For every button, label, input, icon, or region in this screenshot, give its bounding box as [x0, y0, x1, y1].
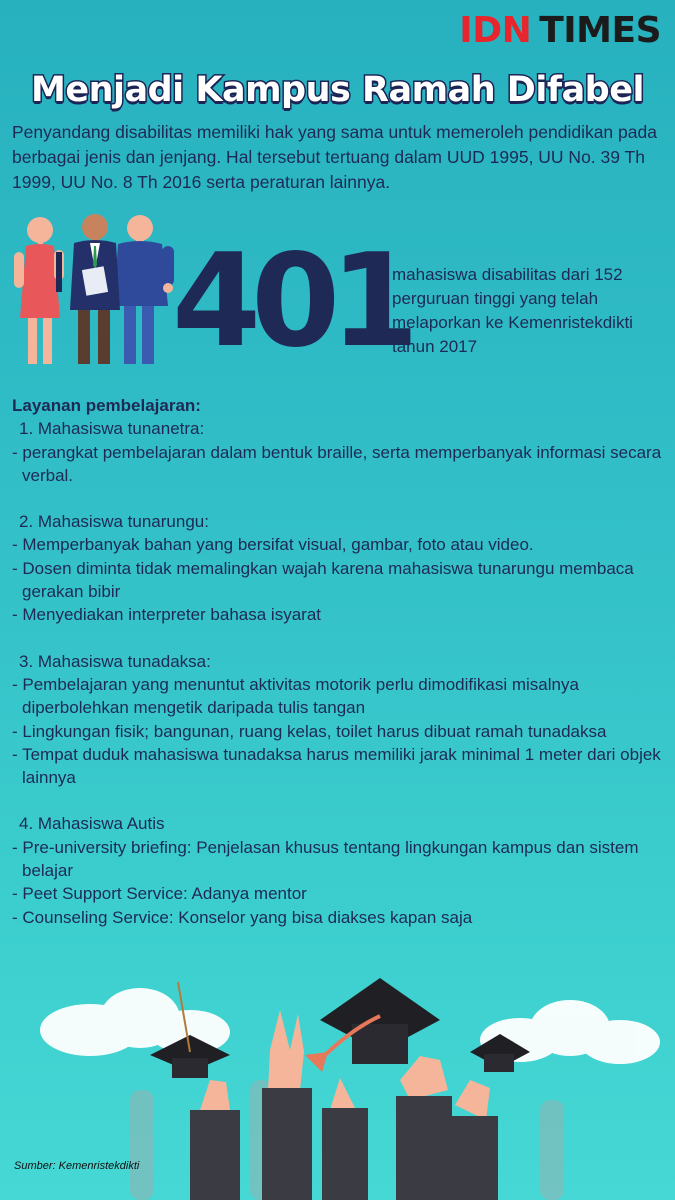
list-item: - Pre-university briefing: Penjelasan khusus tentang lingkungan kampus dan sistem belajar [12, 837, 639, 881]
students-illustration [10, 210, 180, 370]
list-item: - perangkat pembelajaran dalam bentuk braille, serta memperbanyak informasi secara verbal. [12, 442, 662, 485]
list-item: - Lingkungan fisik; bangunan, ruang kelas, toilet harus dibuat ramah tunadaksa [12, 721, 607, 741]
services-section [12, 394, 662, 952]
list-item: - Peet Support Service: Adanya mentor [12, 884, 307, 904]
source-credit: Sumber: Kemenristekdikti [14, 1160, 140, 1172]
brand-idn: IDN [459, 10, 532, 51]
list-item: - Memperbanyak bahan yang bersifat visual, gambar, foto atau video. [12, 535, 534, 555]
group-heading: 1. Mahasiswa tunanetra: [19, 419, 205, 439]
service-group-tunanetra [12, 417, 662, 487]
service-group-autis [12, 812, 662, 928]
brand-logo [459, 10, 661, 51]
page-title: Menjadi Kampus Ramah Difabel [31, 70, 644, 110]
list-item: - Tempat duduk mahasiswa tunadaksa harus memiliki jarak minimal 1 meter dari objek lainnya [12, 744, 661, 788]
group-heading: 4. Mahasiswa Autis [19, 814, 165, 834]
list-item: - Menyediakan interpreter bahasa isyarat [12, 605, 321, 625]
stat-number: 401 [172, 227, 410, 376]
group-heading: 2. Mahasiswa tunarungu: [19, 512, 209, 532]
service-group-tunarungu [12, 510, 662, 626]
brand-times: TIMES [539, 10, 661, 51]
intro-text: Penyandang disabilitas memiliki hak yang sama untuk memeroleh pendidikan pada berbagai jenis dan jenjang. Hal tersebut tertuang dalam UUD 1995, UU No. 39 Th 1999, UU No. 8 Th 2016 serta peraturan lainnya. [12, 122, 657, 192]
student-man-blue-figure [114, 215, 174, 364]
list-item: - Dosen diminta tidak memalingkan wajah karena mahasiswa tunarungu membaca gerakan bibir [12, 558, 634, 602]
student-woman-figure [14, 217, 64, 364]
stat-description: mahasiswa disabilitas dari 152 perguruan tinggi yang telah melaporkan ke Kemenristekdikti tahun 2017 [392, 265, 633, 356]
list-item: - Counseling Service: Konselor yang bisa diakses kapan saja [12, 907, 473, 927]
services-title: Layanan pembelajaran: [12, 396, 201, 415]
service-group-tunadaksa [12, 650, 662, 790]
list-item: - Pembelajaran yang menuntut aktivitas motorik perlu dimodifikasi misalnya diperbolehkan mengetik daripada tulis tangan [12, 674, 579, 718]
student-man-suit-figure [70, 214, 120, 364]
group-heading: 3. Mahasiswa tunadaksa: [19, 651, 211, 671]
